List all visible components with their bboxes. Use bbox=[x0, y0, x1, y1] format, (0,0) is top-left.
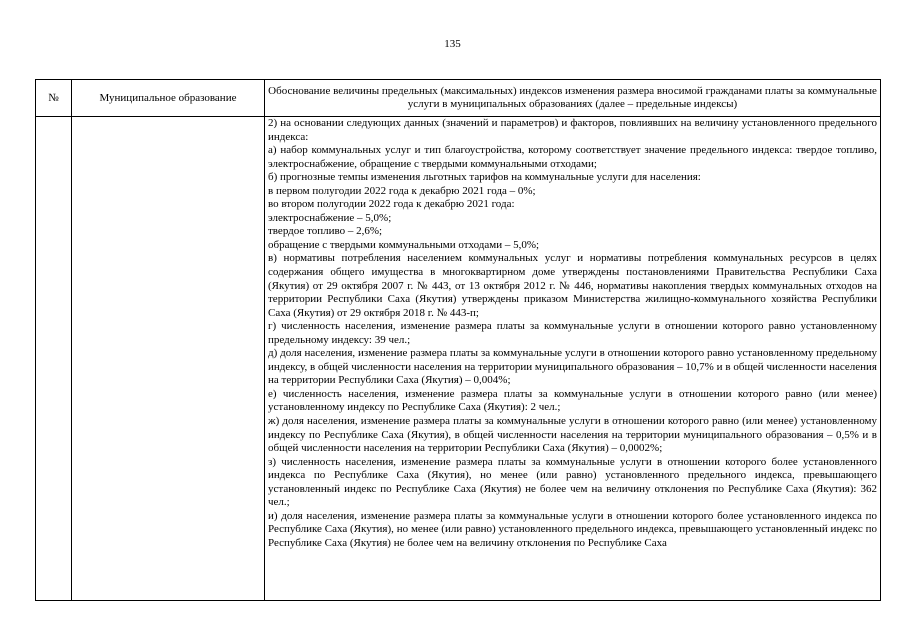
paragraph: д) доля населения, изменение размера платы за коммунальные услуги в отношении которого равно установленному предельному индексу, в общей численности населения на территории муниципального образования – 10,7% и в общей численности населения на территории Республики Саха (Якутия) – 0,004%; bbox=[268, 347, 877, 387]
paragraph: обращение с твердыми коммунальными отходами – 5,0%; bbox=[268, 238, 540, 251]
cell-number bbox=[36, 117, 72, 601]
table-row bbox=[36, 117, 881, 601]
justification-text bbox=[265, 117, 880, 600]
header-number: № bbox=[36, 80, 72, 117]
page-number: 135 bbox=[444, 38, 461, 50]
paragraph: е) численность населения, изменение размера платы за коммунальные услуги в отношении которого равно (или менее) установленному индексу по Республике Саха (Якутия): 2 чел.; bbox=[268, 387, 877, 414]
paragraph: ж) доля населения, изменение размера платы за коммунальные услуги в отношении которого равно (или менее) установленному индексу по Республике Саха (Якутия), в общей численности населения на территории муниципального образования – 0,5% и в общей численности населения на территории Республики Саха (Якутия) – 0,0002%; bbox=[268, 415, 877, 455]
header-justification: Обоснование величины предельных (максимальных) индексов изменения размера вносимой гражданами платы за коммунальные услуги в муниципальных образованиях (далее – предельные индексы) bbox=[265, 80, 881, 117]
paragraph: в) нормативы потребления населением коммунальных услуг и нормативы потребления коммунальных ресурсов в целях содержания общего имущества в многоквартирном доме утверждены постановлениями Правительства Республики Саха (Якутия) от 29 октября 2007 г. № 443, от 13 октября 2012 г. № 446, нормативы накопления твердых коммунальных отходов на территории Республики Саха (Якутия) утверждены приказом Министерства жилищно-коммунального хозяйства Республики Саха (Якутия) от 29 октября 2018 г. № 443-п; bbox=[268, 252, 877, 319]
paragraph: а) набор коммунальных услуг и тип благоустройства, которому соответствует значение предельного индекса: твердое топливо, электроснабжение, обращение с твердыми коммунальными отходами; bbox=[268, 144, 877, 170]
cell-justification bbox=[265, 117, 881, 601]
table-header-row bbox=[36, 80, 881, 117]
cell-municipality bbox=[72, 117, 265, 601]
paragraph: б) прогнозные темпы изменения льготных тарифов на коммунальные услуги для населения: bbox=[268, 171, 701, 184]
paragraph: твердое топливо – 2,6%; bbox=[268, 225, 383, 238]
paragraph: в первом полугодии 2022 года к декабрю 2021 года – 0%; bbox=[268, 184, 536, 197]
paragraph: и) доля населения, изменение размера платы за коммунальные услуги в отношении которого более установленного индекса по Республике Саха (Якутия), но менее (или равно) установленного предельного индекса, превышающего установленный индекс по Республике Саха (Якутия) не более чем на величину отклонения по Республике Саха bbox=[268, 509, 877, 549]
justification-table bbox=[35, 79, 881, 601]
paragraph: 2) на основании следующих данных (значений и параметров) и факторов, повлиявших на величину установленного предельного индекса: bbox=[268, 117, 877, 143]
paragraph: з) численность населения, изменение размера платы за коммунальные услуги в отношении которого более установленного индекса по Республике Саха (Якутия), но менее (или равно) установленного предельного индекса, превышающего установленный индекс по Республике Саха (Якутия) не более чем на величину отклонения по Республике Саха (Якутия): 362 чел.; bbox=[268, 455, 877, 509]
paragraph: электроснабжение – 5,0%; bbox=[268, 211, 392, 224]
paragraph: г) численность населения, изменение размера платы за коммунальные услуги в отношении которого равно установленному предельному индексу: 39 чел.; bbox=[268, 320, 877, 346]
header-municipality: Муниципальное образование bbox=[72, 80, 265, 117]
paragraph: во втором полугодии 2022 года к декабрю 2021 года: bbox=[268, 198, 515, 211]
